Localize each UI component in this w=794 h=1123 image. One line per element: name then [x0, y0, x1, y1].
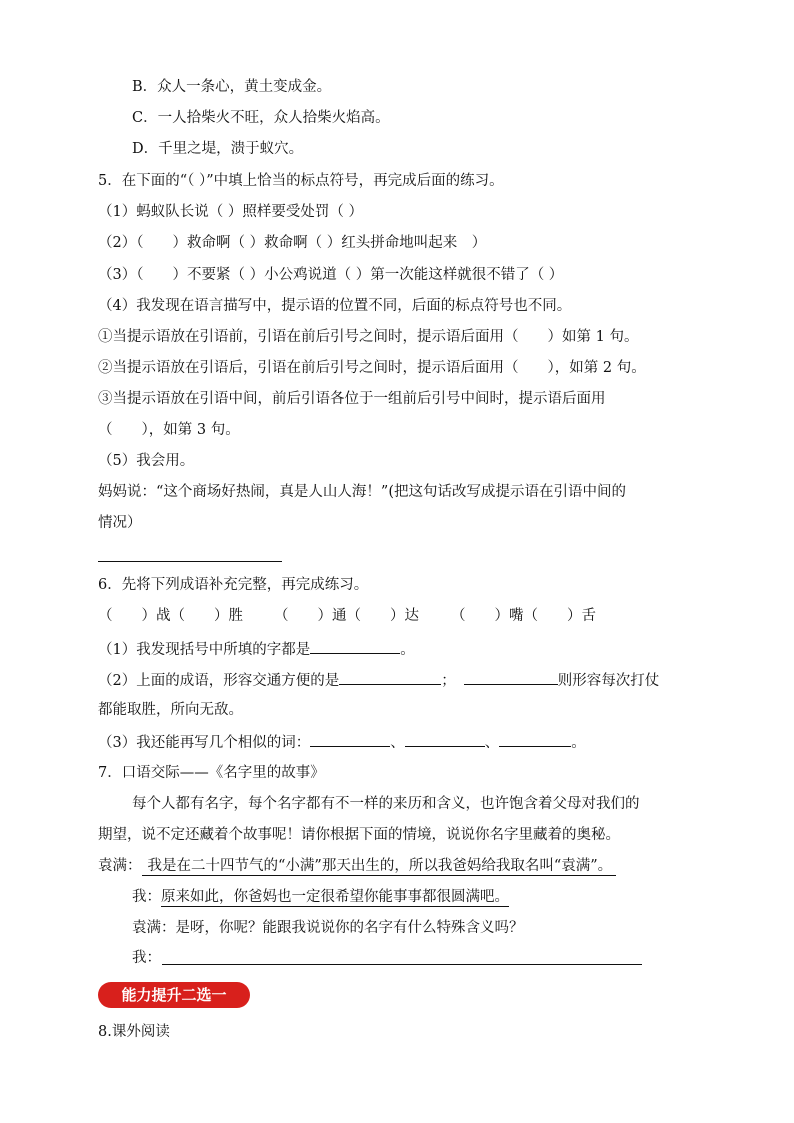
q7-me-line	[132, 887, 509, 907]
speaker-label: 我：	[132, 889, 161, 905]
q6-part-2-cont: 都能取胜，所向无敌。	[98, 702, 243, 718]
blank[interactable]	[464, 669, 558, 685]
speaker-label: 袁满：	[98, 858, 142, 874]
q5-rule-3-cont: （ ），如第 3 句。	[98, 422, 240, 438]
idiom-3: （ ）嘴（ ）舌	[451, 608, 596, 624]
q6-part-1-text: （1）我发现括号中所填的字都是	[98, 642, 311, 658]
idiom-1: （ ）战（ ）胜	[98, 608, 243, 624]
yuan-speech: 我是在二十四节气的“小满”那天出生的，所以我爸妈给我取名叫“袁满”。	[142, 858, 617, 876]
q6-part-3-text: （3）我还能再写几个相似的词：	[98, 735, 311, 751]
option-b: B．众人一条心，黄土变成金。	[132, 79, 332, 95]
q6-part-2-tail: 则形容每次打仗	[557, 673, 660, 689]
blank[interactable]	[310, 638, 400, 654]
q7-yuan-line	[98, 856, 616, 876]
answer-line[interactable]	[98, 561, 282, 562]
q6-part-1	[98, 638, 415, 660]
q5-mom-line: 妈妈说：“这个商场好热闹，真是人山人海！”(把这句话改写成提示语在引语中间的	[98, 484, 626, 500]
separator: 、	[484, 735, 500, 751]
blank[interactable]	[405, 731, 485, 747]
q5-sentence-4: （4）我发现在语言描写中，提示语的位置不同，后面的标点符号也不同。	[98, 298, 572, 314]
blank[interactable]	[310, 731, 390, 747]
q5-rule-2: ②当提示语放在引语后，引语在前后引号之间时，提示语后面用（ ），如第 2 句。	[98, 360, 646, 376]
q5-sentence-5: （5）我会用。	[98, 453, 195, 469]
question-6-title: 6．先将下列成语补充完整，再完成练习。	[98, 577, 369, 593]
option-c: C．一人拾柴火不旺，众人拾柴火焰高。	[132, 110, 390, 126]
q5-rule-3: ③当提示语放在引语中间，前后引语各位于一组前后引号中间时，提示语后面用	[98, 391, 606, 407]
q5-sentence-2: （2）（ ）救命啊（ ）救命啊（ ）红头拼命地叫起来 ）	[98, 235, 487, 251]
q5-sentence-3: （3）（ ）不要紧（ ）小公鸡说道（ ）第一次能这样就很不错了（ ）	[98, 267, 564, 283]
q7-intro-1: 每个人都有名字，每个名字都有不一样的来历和含义，也许饱含着父母对我们的	[132, 796, 640, 812]
period: 。	[571, 735, 586, 751]
question-8-title: 8.课外阅读	[98, 1024, 170, 1040]
blank[interactable]	[339, 669, 441, 685]
question-5-title: 5．在下面的“（ ）”中填上恰当的标点符号，再完成后面的练习。	[98, 173, 504, 189]
blank[interactable]	[499, 731, 571, 747]
separator: 、	[390, 735, 405, 751]
q7-intro-2: 期望，说不定还藏着个故事呢！请你根据下面的情境，说说你名字里藏着的奥秘。	[98, 827, 620, 843]
period: 。	[400, 642, 415, 658]
question-7-title: 7．口语交际——《名字里的故事》	[98, 765, 325, 781]
me-speech: 原来如此，你爸妈也一定很希望你能事事都很圆满吧。	[161, 889, 509, 905]
semicolon: ；	[441, 673, 456, 689]
q5-rule-1: ①当提示语放在引语前，引语在前后引号之间时，提示语后面用（ ）如第 1 句。	[98, 329, 639, 345]
q6-part-2-text: （2）上面的成语，形容交通方便的是	[98, 673, 340, 689]
q6-part-3	[98, 731, 586, 753]
q5-sentence-1: （1）蚂蚁队长说（ ）照样要受处罚（ ）	[98, 204, 363, 220]
answer-line[interactable]	[162, 964, 642, 965]
option-d: D．千里之堤，溃于蚁穴。	[132, 141, 304, 157]
idiom-2: （ ）通（ ）达	[274, 608, 419, 624]
section-badge: 能力提升二选一	[98, 982, 250, 1008]
q6-part-2	[98, 669, 659, 691]
q7-me-line-2: 我：	[132, 950, 161, 966]
q7-yuan-line-2: 袁满：是呀，你呢？能跟我说说你的名字有什么特殊含义吗？	[132, 920, 524, 936]
q5-mom-line-cont: 情况）	[98, 515, 142, 531]
